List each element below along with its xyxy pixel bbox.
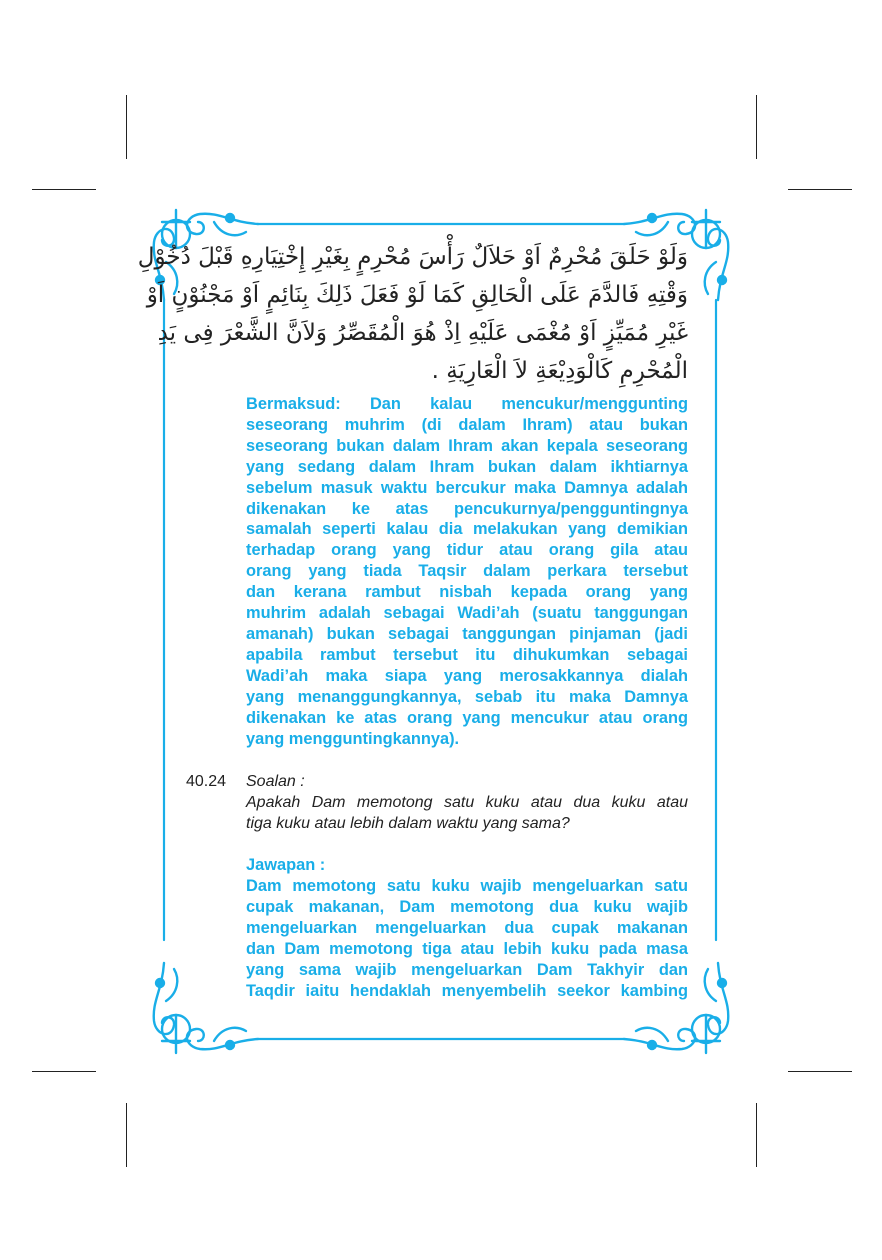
text-line: samalah seperti kalau dia melakukan yang demikian bbox=[246, 520, 688, 539]
arabic-text bbox=[137, 238, 688, 390]
text-line: amanah) bukan sebagai tanggungan pinjaman (jadi bbox=[246, 624, 688, 643]
text-line: dikenakan ke atas orang yang mencukur atau orang bbox=[246, 708, 688, 727]
text-line: dan Dam memotong tiga atau lebih kuku pada masa bbox=[246, 940, 688, 959]
text-line: orang yang tiada Taqsir dalam perkara tersebut bbox=[246, 562, 688, 581]
text-line: dan kerana rambut nisbah kepada orang yang bbox=[246, 583, 688, 602]
text-line: Taqdir iaitu hendaklah menyembelih seekor kambing bbox=[246, 981, 688, 1000]
soalan-label: Soalan : bbox=[246, 773, 305, 791]
text-line: sebelum masuk waktu bercukur maka Damnya adalah bbox=[246, 478, 688, 497]
text-line: Bermaksud: Dan kalau mencukur/menggunting bbox=[246, 395, 688, 413]
text-line: dikenakan ke atas pencukurnya/pengguntingnya bbox=[246, 499, 688, 518]
text-line: tiga kuku atau lebih dalam waktu yang sama? bbox=[246, 815, 570, 833]
jawapan-label: Jawapan : bbox=[246, 856, 326, 875]
text-line: cupak makanan, Dam memotong dua kuku wajib bbox=[246, 898, 688, 917]
text-line: terhadap orang yang tidur atau orang gila atau bbox=[246, 541, 688, 560]
answer-text bbox=[246, 876, 688, 1001]
question-text bbox=[246, 792, 688, 834]
text-line: muhrim adalah sebagai Wadi’ah (suatu tanggungan bbox=[246, 604, 688, 623]
question-block bbox=[186, 771, 688, 1001]
text-line: yang menanggungkannya, sebab itu maka Damnya bbox=[246, 687, 688, 706]
question-body bbox=[246, 771, 688, 1001]
text-line: yang sedang dalam Ihram bukan dalam ikhtiarnya bbox=[246, 457, 688, 476]
page-content bbox=[137, 238, 688, 1002]
arabic-line: وَلَوْ حَلَقَ مُحْرِمٌ اَوْ حَلاَلٌ رَأْسَ مُحْرِمٍ بِغَيْرِ إِخْتِيَارِهِ قَبْلَ دُخُوْلِ bbox=[137, 244, 688, 270]
arabic-line: وَقْتِهِ فَالدَّمَ عَلَى الْحَالِقِ كَمَا لَوْ فَعَلَ ذَلِكَ بِنَائِمٍ اَوْ مَجْنُوْنٍ اَوْ bbox=[146, 282, 688, 308]
text-line: yang sama wajib mengeluarkan Dam Takhyir dan bbox=[246, 961, 688, 980]
text-line: Wadi’ah maka siapa yang merosakkannya dialah bbox=[246, 666, 688, 685]
text-line: mengeluarkan mengeluarkan dua cupak makanan bbox=[246, 919, 688, 938]
text-line: yang mengguntingkannya). bbox=[246, 729, 460, 748]
text-line: seseorang bukan dalam Ihram akan kepala seseorang bbox=[246, 436, 688, 455]
text-line: Apakah Dam memotong satu kuku atau dua kuku atau bbox=[246, 794, 688, 812]
arabic-line: غَيْرِ مُمَيِّزٍ اَوْ مُغْمَى عَلَيْهِ اِذْ هُوَ الْمُقَصِّرُ وَلاَنَّ الشَّعْرَ فِى يَدِ bbox=[157, 320, 688, 346]
bermaksud-paragraph bbox=[246, 394, 688, 749]
arabic-line: الْمُحْرِمِ كَالْوَدِيْعَةِ لاَ الْعَارِيَةِ . bbox=[431, 358, 688, 384]
text-line: Dam memotong satu kuku wajib mengeluarkan satu bbox=[246, 877, 688, 896]
text-line: seseorang muhrim (di dalam Ihram) atau bukan bbox=[246, 415, 688, 434]
text-line: apabila rambut tersebut itu dihukumkan sebagai bbox=[246, 645, 688, 664]
question-number: 40.24 bbox=[186, 773, 227, 791]
